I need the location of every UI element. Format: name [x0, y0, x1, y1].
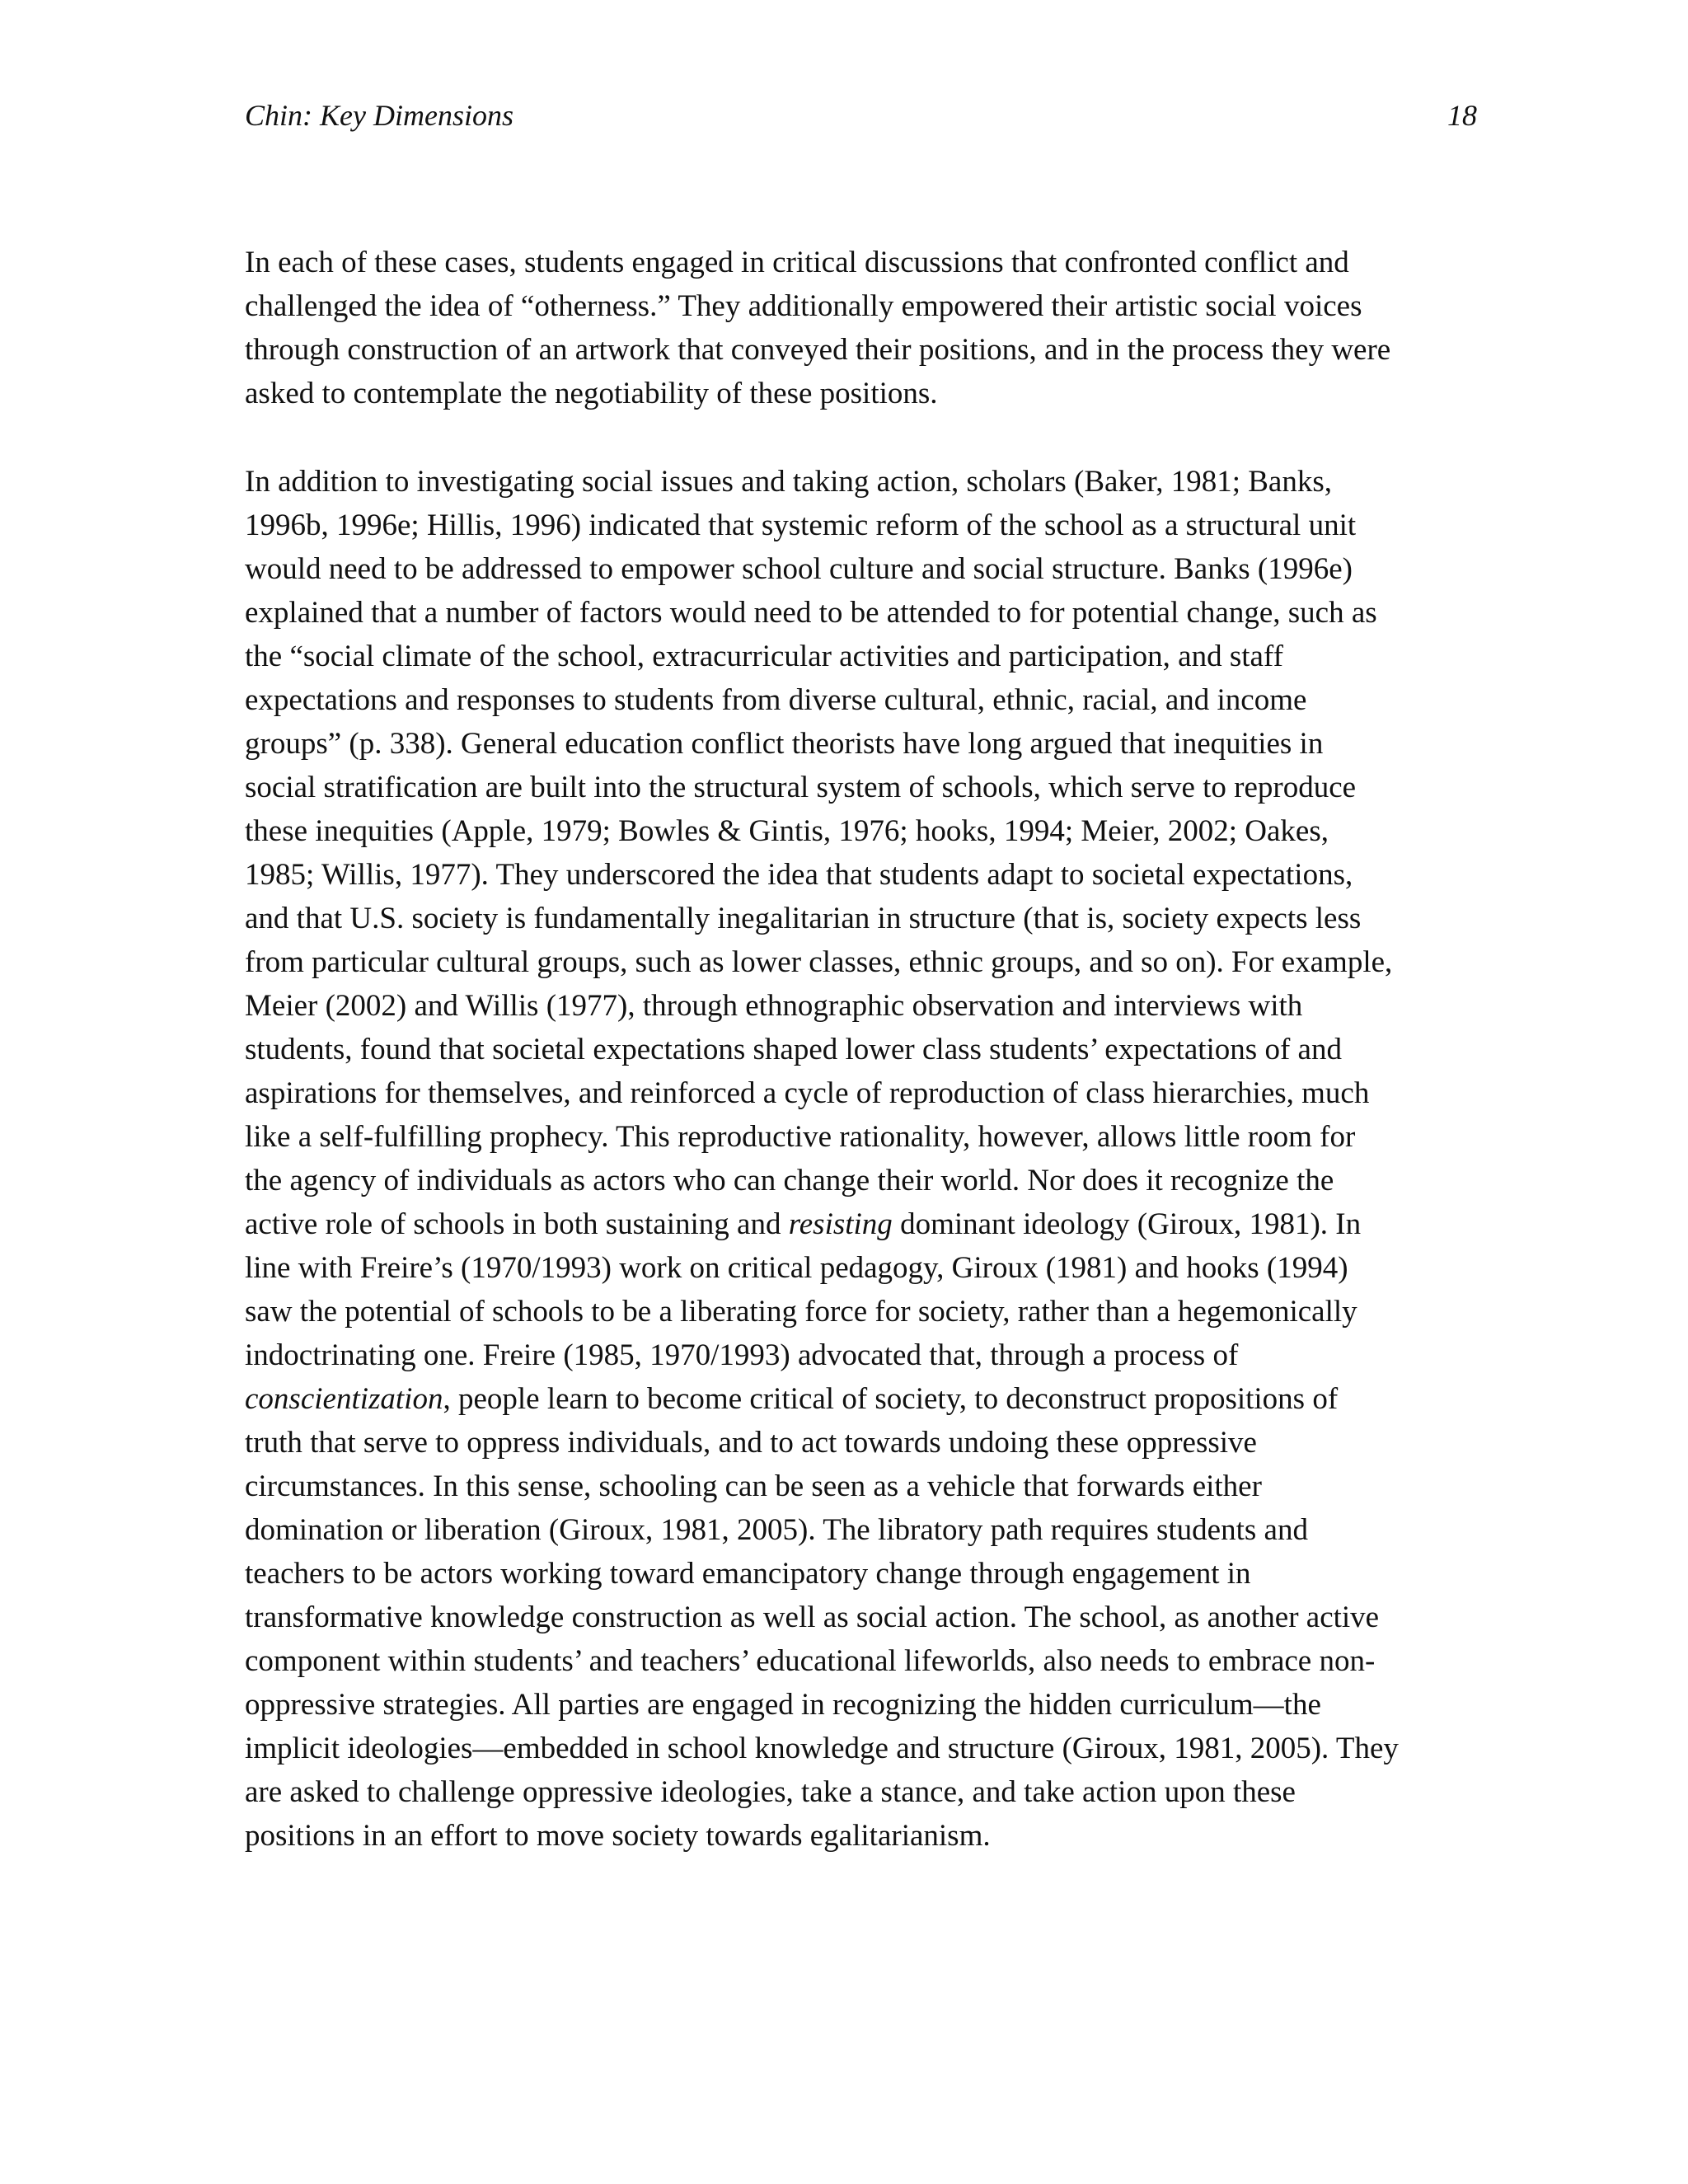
text-line: social stratification are built into the structural system of schools, which serve to reproduce: [245, 771, 1357, 804]
text-line: 1985; Willis, 1977). They underscored the idea that students adapt to societal expectations,: [245, 858, 1353, 892]
text-line: Meier (2002) and Willis (1977), through ethnographic observation and interviews with: [245, 989, 1303, 1023]
text-line: saw the potential of schools to be a liberating force for society, rather than a hegemonically: [245, 1295, 1357, 1329]
text-line: challenged the idea of “otherness.” They additionally empowered their artistic social voices: [245, 289, 1362, 323]
text-line: through construction of an artwork that conveyed their positions, and in the process they were: [245, 333, 1391, 367]
text-line: positions in an effort to move society towards egalitarianism.: [245, 1819, 991, 1853]
text-line: teachers to be actors working toward emancipatory change through engagement in: [245, 1557, 1251, 1591]
text-line: asked to contemplate the negotiability of these positions.: [245, 377, 938, 410]
text-line: these inequities (Apple, 1979; Bowles & Gintis, 1976; hooks, 1994; Meier, 2002; Oakes,: [245, 814, 1329, 848]
text-line: domination or liberation (Giroux, 1981, 2005). The libratory path requires students and: [245, 1513, 1308, 1547]
emphasized-term: conscientization: [245, 1382, 443, 1416]
text-line: transformative knowledge construction as well as social action. The school, as another active: [245, 1601, 1380, 1634]
text-line-with-emphasis: [245, 1202, 1514, 1246]
text-line: from particular cultural groups, such as lower classes, ethnic groups, and so on). For example,: [245, 945, 1393, 979]
text-line: would need to be addressed to empower school culture and social structure. Banks (1996e): [245, 552, 1353, 586]
text-line: groups” (p. 338). General education conflict theorists have long argued that inequities in: [245, 727, 1324, 761]
text-line: the “social climate of the school, extracurricular activities and participation, and staff: [245, 640, 1283, 673]
body-text: [245, 241, 1514, 1858]
text-line: component within students’ and teachers’ educational lifeworlds, also needs to embrace non-: [245, 1644, 1376, 1678]
text-line: the agency of individuals as actors who can change their world. Nor does it recognize the: [245, 1164, 1334, 1197]
text-line: are asked to challenge oppressive ideologies, take a stance, and take action upon these: [245, 1775, 1296, 1809]
emphasized-term: resisting: [788, 1207, 893, 1241]
running-title: Chin: Key Dimensions: [245, 99, 513, 132]
paragraph-2: [245, 460, 1514, 1858]
paragraph-1: [245, 241, 1514, 415]
text-line: truth that serve to oppress individuals, and to act towards undoing these oppressive: [245, 1426, 1257, 1460]
text-segment: , people learn to become critical of society, to deconstruct propositions of: [443, 1382, 1339, 1416]
text-line: like a self-fulfilling prophecy. This reproductive rationality, however, allows little room for: [245, 1120, 1356, 1154]
text-line: In addition to investigating social issues and taking action, scholars (Baker, 1981; Banks,: [245, 465, 1332, 499]
text-line: aspirations for themselves, and reinforced a cycle of reproduction of class hierarchies, much: [245, 1076, 1370, 1110]
text-line: implicit ideologies—embedded in school knowledge and structure (Giroux, 1981, 2005). They: [245, 1732, 1399, 1765]
text-line: expectations and responses to students from diverse cultural, ethnic, racial, and income: [245, 683, 1307, 717]
text-line: circumstances. In this sense, schooling can be seen as a vehicle that forwards either: [245, 1469, 1262, 1503]
text-line: 1996b, 1996e; Hillis, 1996) indicated that systemic reform of the school as a structural unit: [245, 509, 1357, 542]
running-header: [245, 96, 1477, 135]
page-number: 18: [1447, 99, 1477, 132]
text-line: explained that a number of factors would need to be attended to for potential change, such as: [245, 596, 1377, 630]
text-line: In each of these cases, students engaged in critical discussions that confronted conflict and: [245, 246, 1349, 279]
paragraph-spacer: [245, 415, 1514, 460]
text-segment: dominant ideology (Giroux, 1981). In: [892, 1207, 1362, 1241]
text-line: students, found that societal expectations shaped lower class students’ expectations of and: [245, 1033, 1342, 1066]
text-line: indoctrinating one. Freire (1985, 1970/1993) advocated that, through a process of: [245, 1338, 1239, 1372]
text-line: line with Freire’s (1970/1993) work on critical pedagogy, Giroux (1981) and hooks (1994): [245, 1251, 1348, 1285]
text-line-with-emphasis: [245, 1377, 1514, 1421]
text-segment: active role of schools in both sustaining and: [245, 1207, 789, 1241]
text-line: and that U.S. society is fundamentally inegalitarian in structure (that is, society expects less: [245, 902, 1362, 935]
text-line: oppressive strategies. All parties are engaged in recognizing the hidden curriculum—the: [245, 1688, 1321, 1722]
